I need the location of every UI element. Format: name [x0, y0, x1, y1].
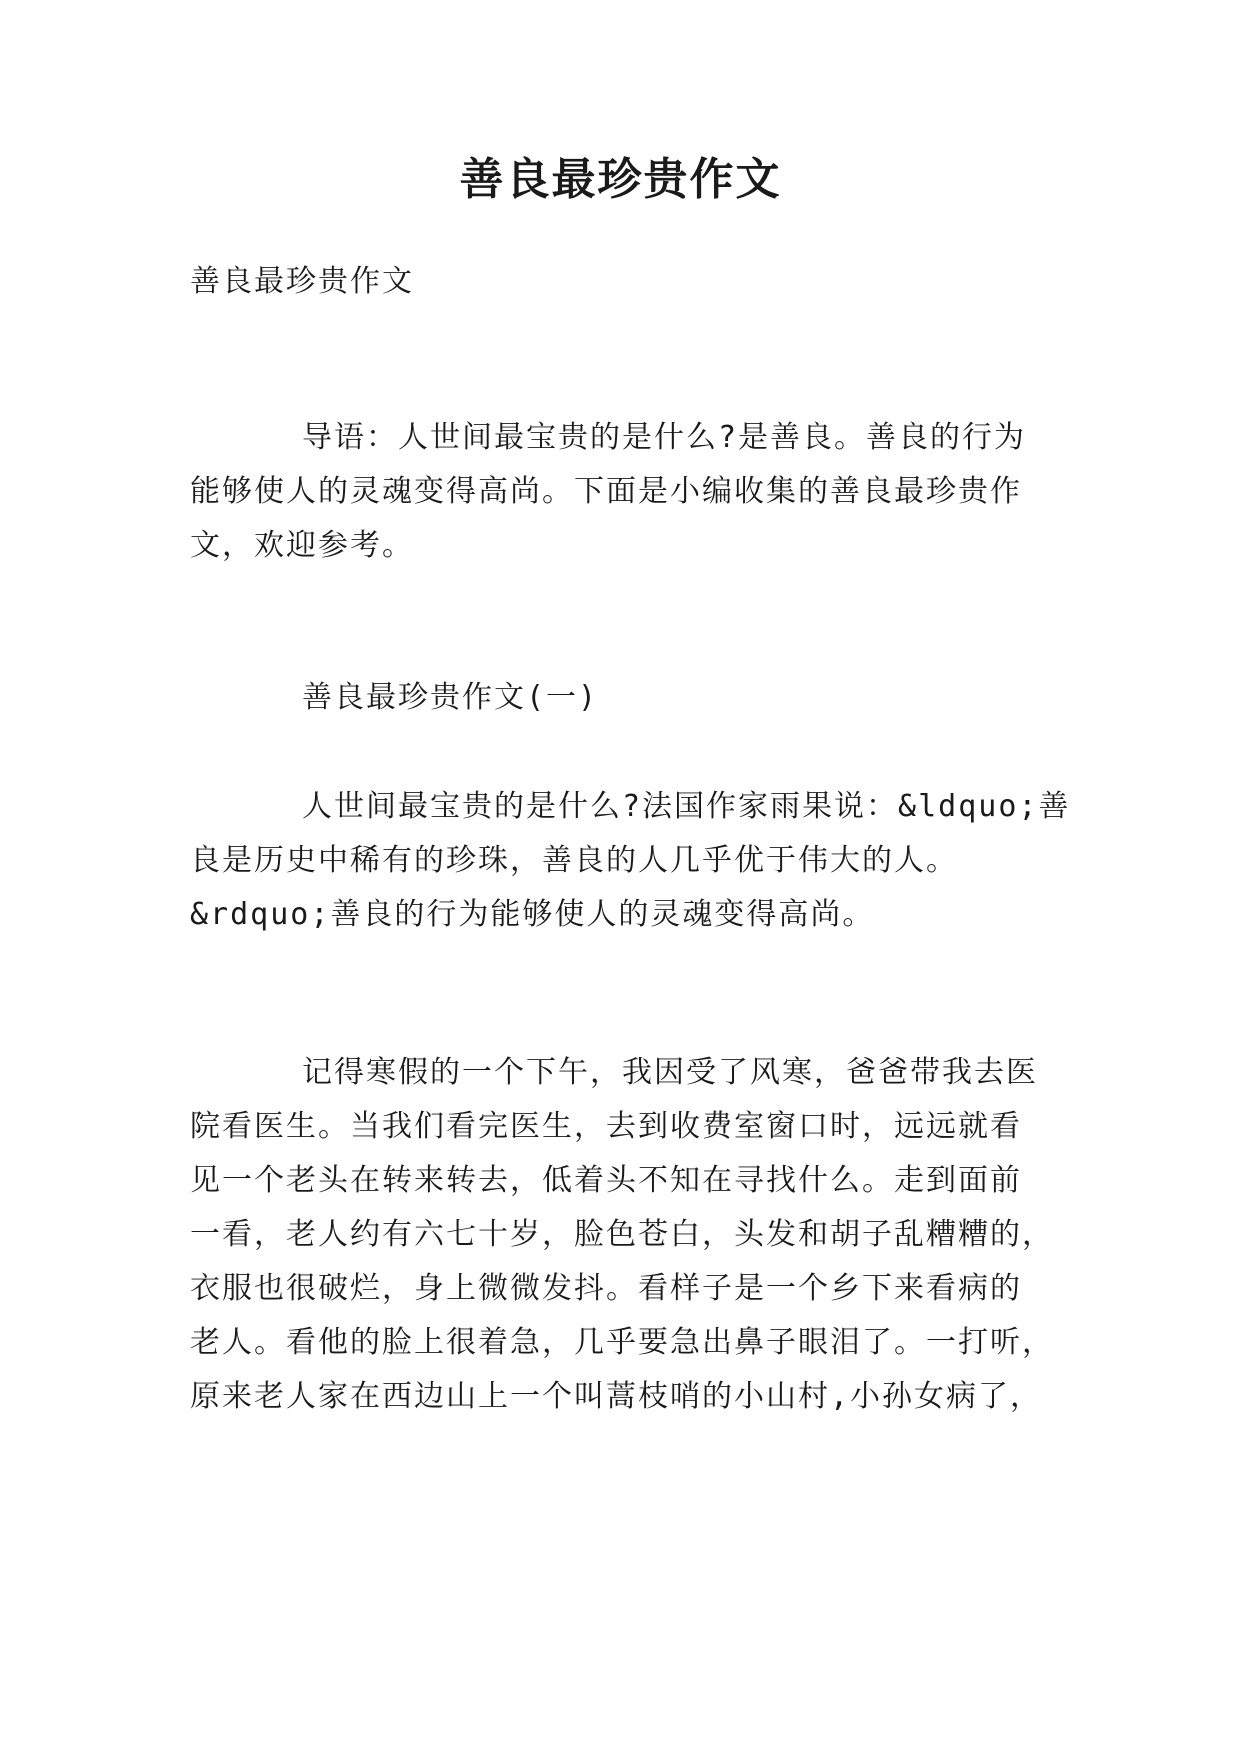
- paragraph-line: 原来老人家在西边山上一个叫蒿枝哨的小山村,小孙女病了，: [190, 1379, 1043, 1414]
- paragraph-line: 老人。看他的脸上很着急，几乎要急出鼻子眼泪了。一打听，: [190, 1325, 1054, 1360]
- section-heading: 善良最珍贵作文(一): [302, 680, 599, 715]
- document-subtitle: 善良最珍贵作文: [190, 264, 414, 299]
- paragraph-line: 一看，老人约有六七十岁，脸色苍白，头发和胡子乱糟糟的，: [190, 1217, 1054, 1252]
- paragraph-line: 院看医生。当我们看完医生，去到收费室窗口时，远远就看: [190, 1109, 1022, 1144]
- paragraph-line: 人世间最宝贵的是什么?法国作家雨果说：&ldquo;善: [302, 789, 1071, 824]
- document-title: 善良最珍贵作文: [459, 154, 782, 205]
- paragraph-line: 见一个老头在转来转去，低着头不知在寻找什么。走到面前: [190, 1163, 1022, 1198]
- paragraph-line: 衣服也很破烂，身上微微发抖。看样子是一个乡下来看病的: [190, 1271, 1022, 1306]
- paragraph-line: &rdquo;善良的行为能够使人的灵魂变得高尚。: [190, 897, 875, 932]
- intro-line: 能够使人的灵魂变得高尚。下面是小编收集的善良最珍贵作: [190, 474, 1022, 509]
- paragraph-line: 良是历史中稀有的珍珠，善良的人几乎优于伟大的人。: [190, 843, 958, 878]
- intro-line: 文，欢迎参考。: [190, 528, 414, 563]
- intro-line: 导语：人世间最宝贵的是什么?是善良。善良的行为: [302, 420, 1027, 455]
- paragraph-line: 记得寒假的一个下午，我因受了风寒，爸爸带我去医: [302, 1055, 1038, 1090]
